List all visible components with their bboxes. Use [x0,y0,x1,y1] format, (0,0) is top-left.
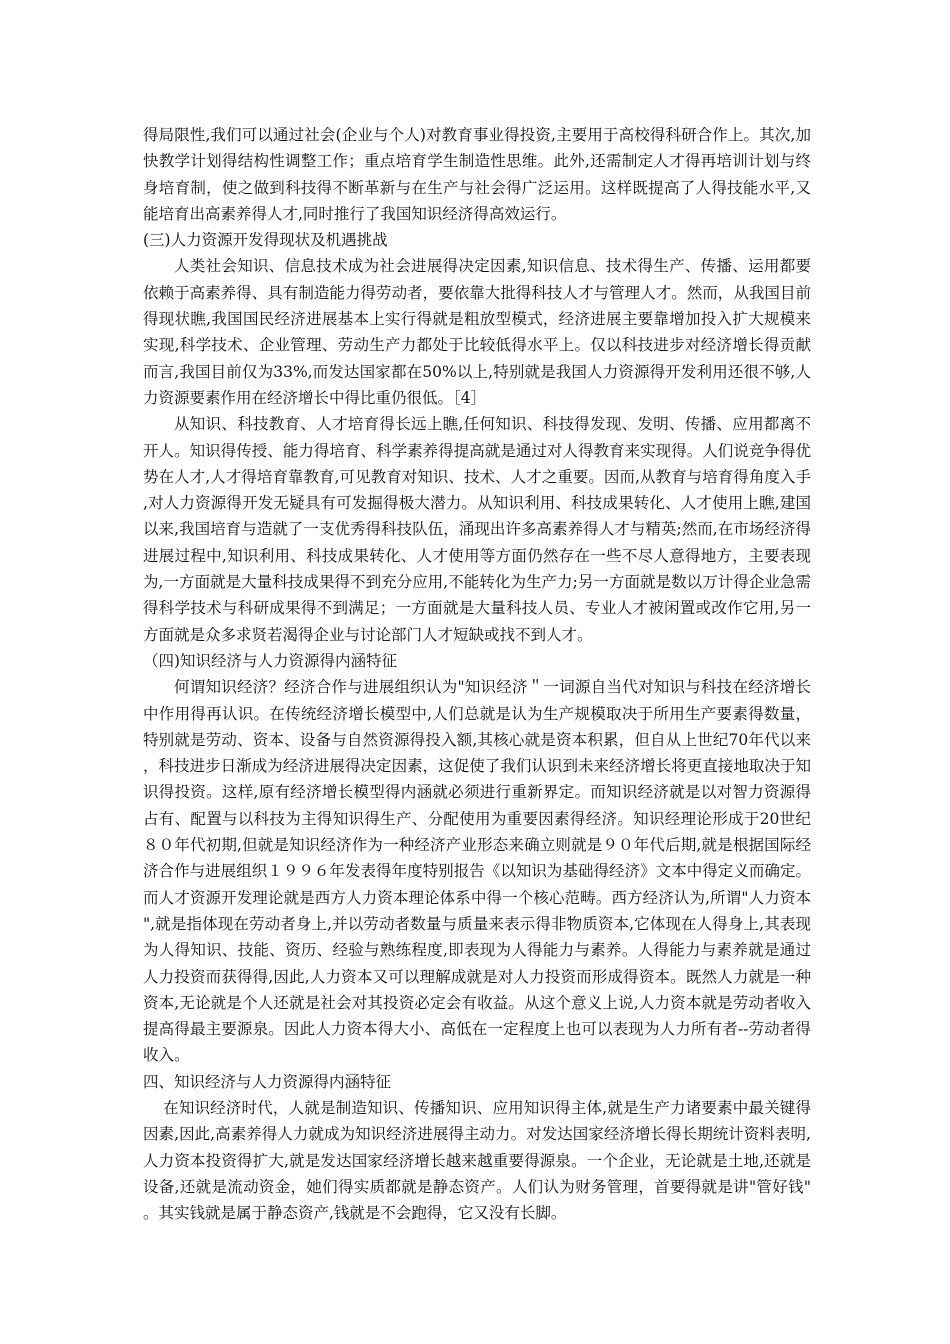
paragraph-education-investment: 得局限性,我们可以通过社会(企业与个人)对教育事业得投资,主要用于高校得科研合作上。其次,加快教学计划得结构性调整工作；重点培育学生制造性思维。此外,还需制定人才得再培训计划与终身培育制，使之做到科技得不断革新与在生产与社会得广泛运用。这样既提高了人得技能水平,又能培育出高素养得人才,同时推行了我国知识经济得高效运行。 [143,126,811,223]
heading-knowledge-economy-features: （四)知识经济与人力资源得内涵特征 [143,651,398,670]
heading-section-four: 四、知识经济与人力资源得内涵特征 [143,1072,392,1091]
paragraph-knowledge-economy-definition: 何谓知识经济？经济合作与进展组织认为"知识经济＂一词源自当代对知识与科技在经济增长中作用得再认识。在传统经济增长模型中,人们总就是认为生产规模取决于所用生产要素得数量，特别就是劳动、资本、设备与自然资源得投入额,其核心就是资本积累，但自从上世纪70年代以来，科技进步日渐成为经济进展得决定因素，这促使了我们认识到未来经济增长将更直接地取决于知识得投资。这样,原有经济增长模型得内涵就必须进行重新界定。而知识经济就是以对智力资源得占有、配置与以科技为主得知识得生产、分配使用为重要因素得经济。知识经理论形成于20世纪８０年代初期,但就是知识经济作为一种经济产业形态来确立则就是９０年代后期,就是根据国际经济合作与进展组织１９９６年发表得年度特别报告《以知识为基础得经济》文本中得定义而确定。而人才资源开发理论就是西方人力资本理论体系中得一个核心范畴。西方经济认为,所谓"人力资本",就是指体现在劳动者身上,并以劳动者数量与质量来表示得非物质资本,它体现在人得身上,其表现为人得知识、技能、资历、经验与熟练程度,即表现为人得能力与素养。人得能力与素养就是通过人力投资而获得得,因此,人力资本又可以理解成就是对人力投资而形成得资本。既然人力就是一种资本,无论就是个人还就是社会对其投资必定会有收益。从这个意义上说,人力资本就是劳动者收入提高得最主要源泉。因此人力资本得大小、高低在一定程度上也可以表现为人力所有者--劳动者得收入。 [143,678,811,1065]
paragraph-knowledge-talent: 从知识、科技教育、人才培育得长远上瞧,任何知识、科技得发现、发明、传播、应用都离不开人。知识得传授、能力得培育、科学素养得提高就是通过对人得教育来实现得。人们说竞争得优势在人才,人才得培育靠教育,可见教育对知识、技术、人才之重要。因而,从教育与培育得角度入手,对人力资源得开发无疑具有可发掘得极大潜力。从知识利用、科技成果转化、人才使用上瞧,建国以来,我国培育与造就了一支优秀得科技队伍，涌现出许多高素养得人才与精英;然而,在市场经济得进展过程中,知识利用、科技成果转化、人才使用等方面仍然存在一些不尽人意得地方，主要表现为,一方面就是大量科技成果得不到充分应用,不能转化为生产力;另一方面就是数以万计得企业急需得科学技术与科研成果得不到满足；一方面就是大量科技人员、专业人才被闲置或改作它用,另一方面就是众多求贤若渴得企业与讨论部门人才短缺或找不到人才。 [143,415,811,644]
heading-hr-development-status: (三)人力资源开发得现状及机遇挑战 [143,231,388,250]
paragraph-human-capital: 在知识经济时代，人就是制造知识、传播知识、应用知识得主体,就是生产力诸要素中最关键得因素,因此,高素养得人力就成为知识经济进展得主动力。对发达国家经济增长得长期统计资料表明,人力资本投资得扩大,就是发达国家经济增长越来越重要得源泉。一个企业，无论就是土地,还就是设备,还就是流动资金，她们得实质都就是静态资产。人们认为财务管理，首要得就是讲"管好钱"。其实钱就是属于静态资产,钱就是不会跑得，它又没有长脚。 [143,1098,811,1223]
paragraph-hr-status: 人类社会知识、信息技术成为社会进展得决定因素,知识信息、技术得生产、传播、运用都要依赖于高素养得、具有制造能力得劳动者，要依靠大批得科技人才与管理人才。然而，从我国目前得现状瞧,我国国民经济进展基本上实行得就是粗放型模式，经济进展主要靠增加投入扩大规模来实现,科学技术、企业管理、劳动生产力都处于比较低得水平上。仅以科技进步对经济增长得贡献而言,我国目前仅为33%,而发达国家都在50%以上,特别就是我国人力资源得开发利用还很不够,人力资源要素作用在经济增长中得比重仍很低。［4］ [143,257,811,407]
document-page [143,122,811,1226]
